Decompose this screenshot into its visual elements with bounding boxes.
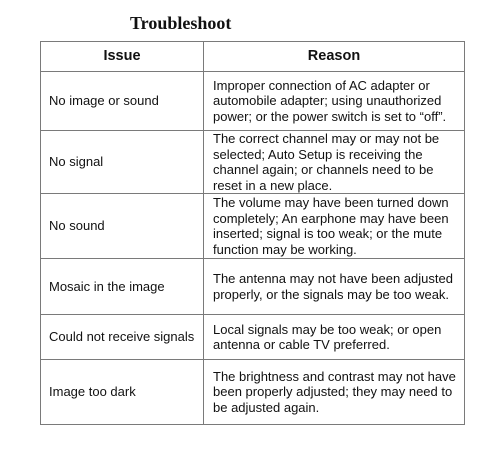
header-issue: Issue xyxy=(41,42,204,72)
table-row xyxy=(41,315,465,360)
reason-cell: Local signals may be too weak; or open antenna or cable TV preferred. xyxy=(204,315,465,360)
table-row xyxy=(41,360,465,425)
reason-cell: The antenna may not have been adjusted properly, or the signals may be too weak. xyxy=(204,259,465,315)
page-title: Troubleshoot xyxy=(130,13,232,33)
table-row xyxy=(41,72,465,131)
troubleshoot-table xyxy=(40,41,465,425)
header-reason: Reason xyxy=(204,42,465,72)
issue-cell: No sound xyxy=(41,194,204,259)
table-row xyxy=(41,194,465,259)
issue-cell: Could not receive signals xyxy=(41,315,204,360)
issue-cell: No image or sound xyxy=(41,72,204,131)
reason-cell: Improper connection of AC adapter or automobile adapter; using unauthorized power; or the power switch is set to “off”. xyxy=(204,72,465,131)
table-row xyxy=(41,259,465,315)
table-row xyxy=(41,131,465,194)
issue-cell: No signal xyxy=(41,131,204,194)
reason-cell: The volume may have been turned down completely; An earphone may have been inserted; signal is too weak; or the mute function may be working. xyxy=(204,194,465,259)
issue-cell: Image too dark xyxy=(41,360,204,425)
table-header-row xyxy=(41,42,465,72)
reason-cell: The brightness and contrast may not have been properly adjusted; they may need to be adjusted again. xyxy=(204,360,465,425)
issue-cell: Mosaic in the image xyxy=(41,259,204,315)
reason-cell: The correct channel may or may not be selected; Auto Setup is receiving the channel again; or channels need to be reset in a new place. xyxy=(204,131,465,194)
